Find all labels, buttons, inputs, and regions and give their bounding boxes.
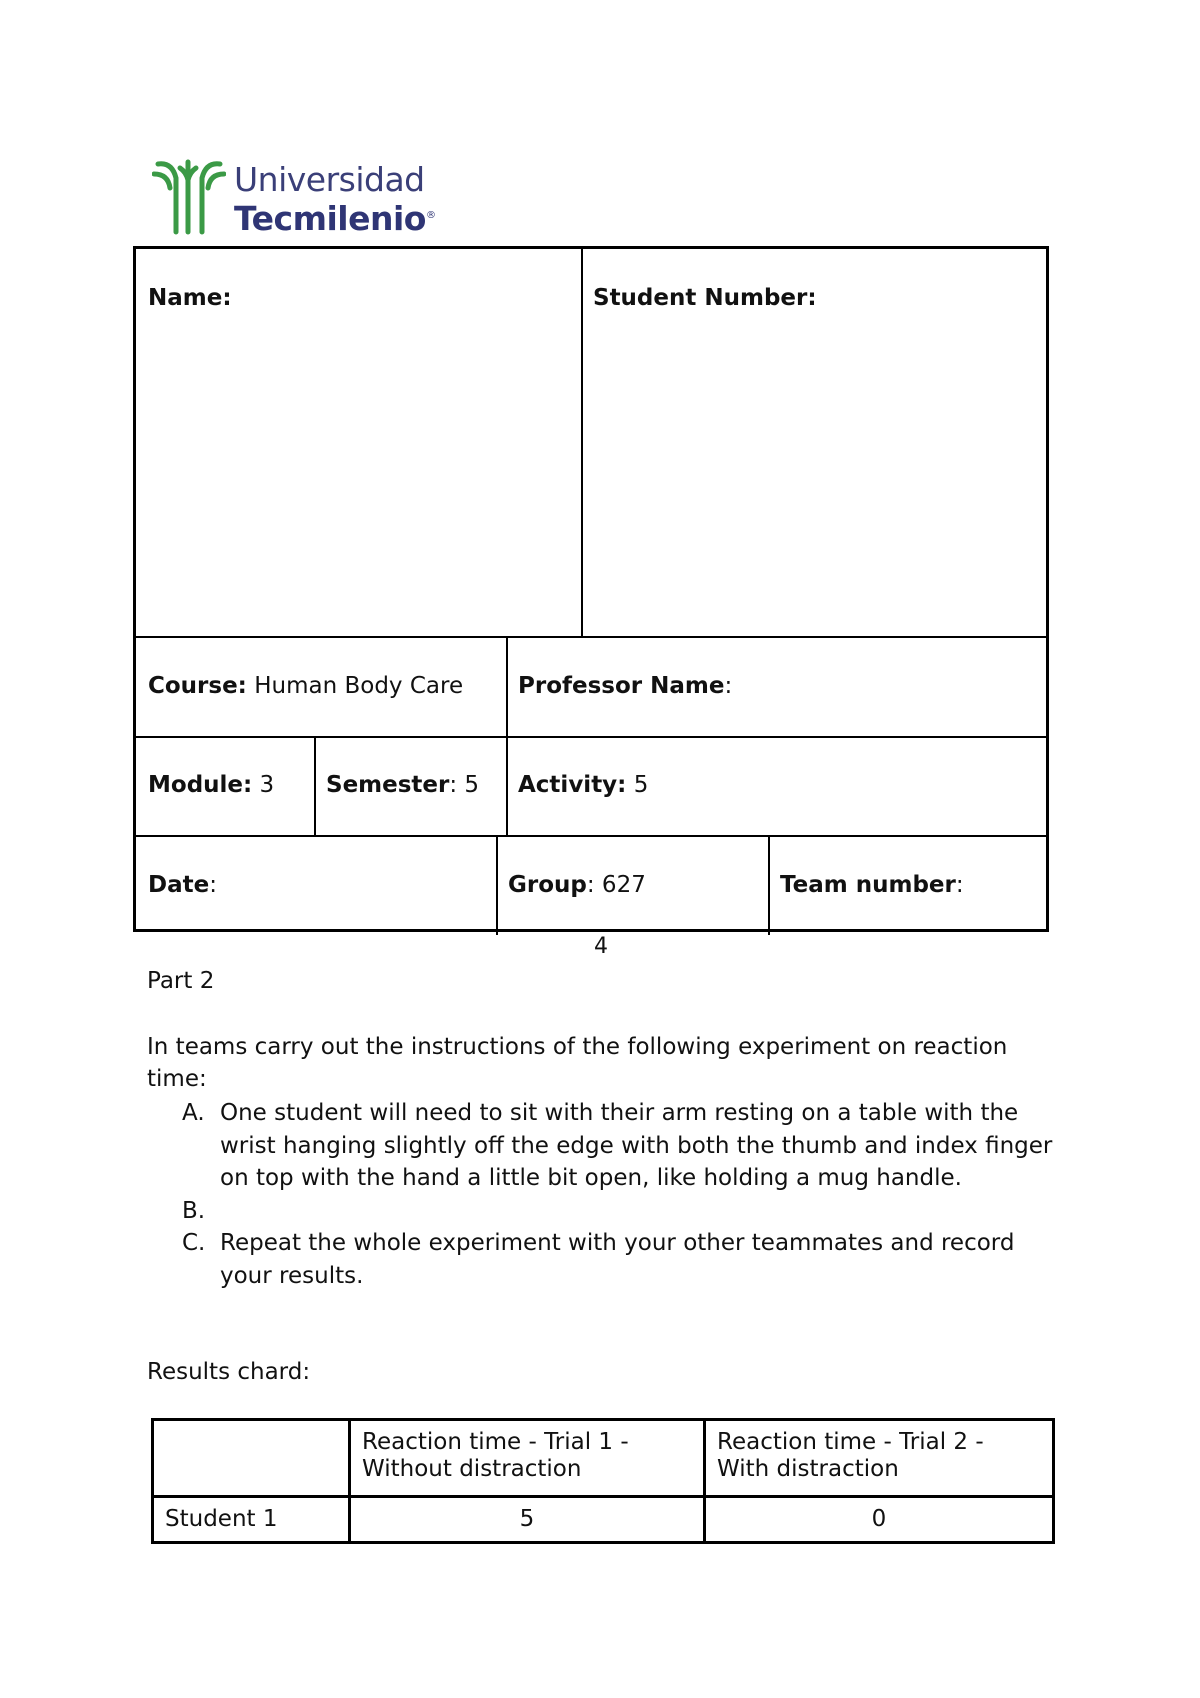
- registered-mark: ®: [425, 210, 436, 221]
- semester-value: : 5: [449, 772, 480, 798]
- name-field: [148, 285, 232, 311]
- table-header-cell: [153, 1420, 350, 1497]
- course-label: Course:: [148, 673, 247, 699]
- info-vdivider-group: [768, 835, 770, 935]
- table-cell: 0: [705, 1497, 1054, 1543]
- table-cell: 5: [350, 1497, 705, 1543]
- date-field: [148, 872, 217, 898]
- list-marker: A.: [182, 1100, 205, 1126]
- info-vdivider-name: [581, 249, 583, 636]
- semester-label: Semester: [326, 772, 450, 798]
- list-item-text: Repeat the whole experiment with your other teammates and record your results.: [220, 1230, 1015, 1289]
- module-value: 3: [259, 772, 275, 798]
- professor-colon: :: [724, 673, 733, 699]
- professor-label: Professor Name: [518, 673, 725, 699]
- page-number: 4: [594, 934, 608, 959]
- logo-line-tecmilenio: [234, 198, 435, 237]
- info-divider-2: [136, 736, 1046, 738]
- list-item-text: One student will need to sit with their arm resting on a table with the wrist hanging slightly off the edge with both the thumb and index finger on top with the hand a little bit open, like holding a mug handle.: [220, 1100, 1053, 1191]
- table-header-row: [153, 1420, 1054, 1497]
- team-number-field: [780, 872, 964, 898]
- list-item: [182, 1195, 1062, 1228]
- table-cell: Student 1: [153, 1497, 350, 1543]
- group-value: : 627: [586, 872, 646, 898]
- part-title: Part 2: [147, 968, 215, 994]
- name-label: Name:: [148, 285, 232, 311]
- results-table: [151, 1418, 1055, 1544]
- info-vdivider-course: [506, 636, 508, 835]
- instruction-list: [182, 1097, 1062, 1292]
- course-value: Human Body Care: [254, 673, 464, 699]
- table-row: [153, 1497, 1054, 1543]
- professor-field: [518, 673, 732, 699]
- student-number-field: [593, 285, 817, 311]
- module-label: Module:: [148, 772, 253, 798]
- list-marker: B.: [182, 1197, 206, 1224]
- logo-wordmark: [234, 162, 435, 237]
- team-number-colon: :: [955, 872, 964, 898]
- activity-field: [518, 772, 648, 798]
- course-field: [148, 673, 463, 699]
- date-colon: :: [209, 872, 217, 898]
- list-marker: C.: [182, 1230, 206, 1256]
- student-number-label: Student Number:: [593, 285, 817, 311]
- table-header-cell: Reaction time - Trial 1 - Without distraction: [350, 1420, 705, 1497]
- university-logo: [152, 158, 442, 238]
- semester-field: [326, 772, 479, 798]
- team-number-label: Team number: [780, 872, 956, 898]
- logo-line-tecmilenio-text: Tecmilenio: [234, 199, 426, 238]
- activity-value: 5: [633, 772, 649, 798]
- table-header-cell: Reaction time - Trial 2 - With distraction: [705, 1420, 1054, 1497]
- date-label: Date: [148, 872, 210, 898]
- logo-line-universidad: Universidad: [234, 160, 425, 199]
- list-item: [182, 1097, 1062, 1195]
- group-label: Group: [508, 872, 587, 898]
- results-label: Results chard:: [147, 1359, 311, 1385]
- module-field: [148, 772, 274, 798]
- student-info-table: [133, 246, 1049, 932]
- info-vdivider-date: [496, 835, 498, 935]
- activity-label: Activity:: [518, 772, 627, 798]
- info-divider-1: [136, 636, 1046, 638]
- info-divider-3: [136, 835, 1046, 837]
- intro-paragraph: In teams carry out the instructions of the following experiment on reaction time:: [147, 1034, 1008, 1092]
- group-field: [508, 872, 646, 898]
- info-vdivider-module: [314, 736, 316, 835]
- list-item: [182, 1227, 1062, 1292]
- tecmilenio-mark-icon: [152, 158, 226, 236]
